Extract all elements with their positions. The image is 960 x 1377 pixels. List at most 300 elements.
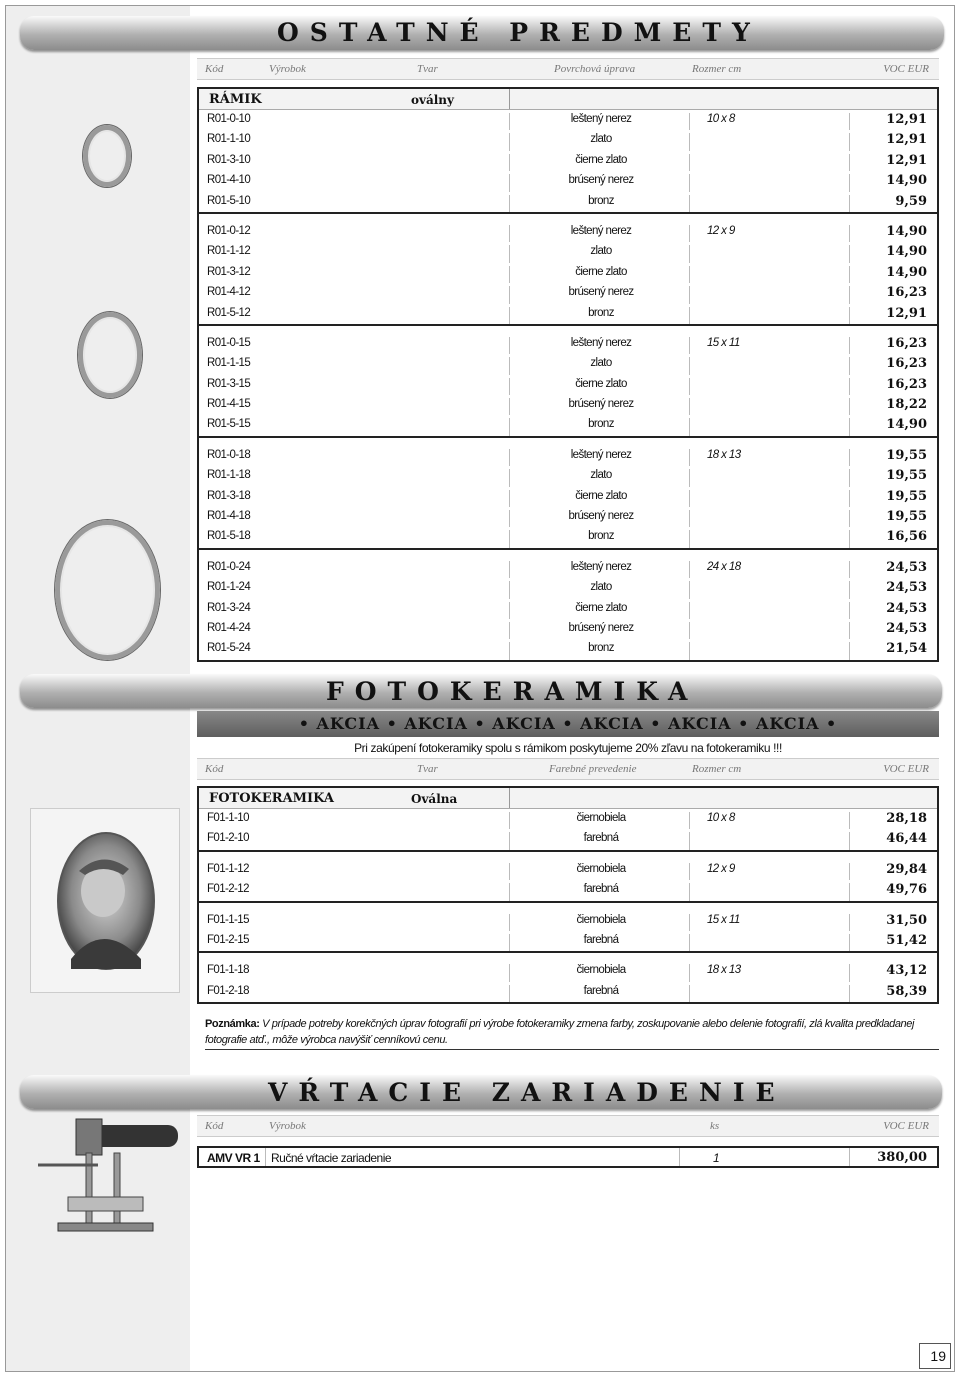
row-finish: farebná bbox=[583, 933, 619, 946]
divider bbox=[849, 154, 850, 171]
row-code: F01-1-10 bbox=[207, 812, 249, 824]
table-row bbox=[199, 242, 937, 262]
row-finish: zlato bbox=[590, 581, 612, 594]
group-spacer bbox=[199, 324, 937, 334]
divider bbox=[689, 398, 690, 415]
table-row bbox=[199, 558, 937, 578]
row-price: 16,23 bbox=[886, 285, 927, 301]
drill-product: Ručné vŕtacie zariadenie bbox=[271, 1151, 392, 1165]
frames-rows bbox=[199, 110, 937, 660]
row-finish: čierne zlato bbox=[575, 377, 627, 390]
divider bbox=[509, 985, 510, 1002]
row-price: 51,42 bbox=[886, 932, 927, 948]
divider bbox=[689, 307, 690, 324]
row-price: 14,90 bbox=[886, 173, 927, 189]
note-text: V prípade potreby korekčných úprav fotografií pri výrobe fotokeramiky zmena farby, zoskupovanie alebo delenie fotografií, zlá kvalita predkladanej fotografie atď., môže výrobca navýšiť cenníkovú cenu. bbox=[205, 1018, 915, 1046]
row-size: 10 x 8 bbox=[707, 812, 735, 824]
col-price: VOC EUR bbox=[883, 63, 929, 75]
akcia-text: • AKCIA • AKCIA • AKCIA • AKCIA • AKCIA • AKCIA • bbox=[298, 714, 838, 733]
drill-row bbox=[197, 1146, 939, 1168]
row-finish: čierne zlato bbox=[575, 601, 627, 614]
divider bbox=[849, 195, 850, 212]
divider bbox=[689, 337, 690, 354]
drill-code: AMV VR 1 bbox=[207, 1151, 260, 1165]
row-code: R01-4-24 bbox=[207, 621, 251, 634]
divider bbox=[689, 642, 690, 659]
row-code: F01-1-18 bbox=[207, 964, 249, 977]
divider bbox=[509, 914, 510, 931]
divider bbox=[849, 490, 850, 507]
table-row bbox=[199, 860, 937, 880]
table-row bbox=[199, 304, 937, 324]
divider bbox=[509, 642, 510, 659]
row-code: R01-3-18 bbox=[207, 489, 251, 502]
col-size: Rozmer cm bbox=[692, 763, 742, 775]
row-finish: farebná bbox=[583, 883, 619, 896]
divider bbox=[849, 812, 850, 829]
row-code: R01-0-18 bbox=[207, 448, 251, 461]
divider bbox=[689, 561, 690, 578]
row-finish: zlato bbox=[590, 469, 612, 482]
drill-qty: 1 bbox=[713, 1151, 720, 1165]
row-finish: brúsený nerez bbox=[568, 621, 634, 634]
divider bbox=[849, 286, 850, 303]
divider bbox=[849, 914, 850, 931]
divider bbox=[509, 286, 510, 303]
promo-text: Pri zakúpení fotokeramiky spolu s rámikom poskytujeme 20% zľavu na fotokeramiku !!! bbox=[354, 741, 782, 755]
row-size: 15 x 11 bbox=[707, 336, 740, 349]
row-code: R01-5-12 bbox=[207, 306, 251, 319]
photo-ceramic-image bbox=[30, 808, 180, 993]
table-row bbox=[199, 911, 937, 931]
divider bbox=[689, 530, 690, 547]
row-finish: bronz bbox=[588, 642, 614, 655]
divider bbox=[849, 622, 850, 639]
divider bbox=[689, 934, 690, 951]
col-code: Kód bbox=[205, 763, 224, 775]
col-size: Rozmer cm bbox=[692, 63, 742, 75]
col-finish: Povrchová úprava bbox=[554, 63, 636, 75]
row-price: 24,53 bbox=[886, 559, 927, 575]
frames-table bbox=[197, 87, 939, 662]
row-price: 12,91 bbox=[886, 305, 927, 321]
row-price: 19,55 bbox=[886, 447, 927, 463]
photo-rows bbox=[199, 809, 937, 1002]
divider bbox=[849, 642, 850, 659]
divider bbox=[849, 133, 850, 150]
divider bbox=[509, 154, 510, 171]
row-price: 21,54 bbox=[886, 641, 927, 657]
row-code: R01-4-15 bbox=[207, 398, 251, 411]
divider bbox=[689, 490, 690, 507]
row-price: 43,12 bbox=[886, 963, 927, 979]
divider bbox=[509, 357, 510, 374]
row-price: 16,23 bbox=[886, 356, 927, 372]
table-row bbox=[199, 880, 937, 900]
section-title-other: OSTATNÉ PREDMETY bbox=[277, 18, 761, 47]
divider bbox=[509, 449, 510, 466]
photo-group-header bbox=[199, 786, 937, 809]
divider bbox=[689, 510, 690, 527]
row-code: R01-1-15 bbox=[207, 357, 251, 370]
divider bbox=[849, 581, 850, 598]
row-finish: leštený nerez bbox=[570, 448, 632, 461]
group-spacer bbox=[199, 212, 937, 222]
table-row bbox=[199, 829, 937, 849]
table-row bbox=[199, 375, 937, 395]
row-size: 12 x 9 bbox=[707, 224, 735, 237]
col-code: Kód bbox=[205, 63, 224, 75]
table-row bbox=[199, 263, 937, 283]
row-price: 14,90 bbox=[886, 223, 927, 239]
row-price: 31,50 bbox=[886, 912, 927, 928]
divider bbox=[689, 378, 690, 395]
row-code: F01-2-10 bbox=[207, 832, 249, 845]
divider bbox=[679, 1148, 680, 1166]
row-price: 24,53 bbox=[886, 600, 927, 616]
table-row bbox=[199, 354, 937, 374]
divider bbox=[849, 1148, 850, 1166]
row-finish: čierne zlato bbox=[575, 265, 627, 278]
divider bbox=[849, 225, 850, 242]
drill-price: 380,00 bbox=[877, 1150, 927, 1165]
table-row bbox=[199, 395, 937, 415]
row-finish: leštený nerez bbox=[570, 224, 632, 237]
row-finish: leštený nerez bbox=[570, 560, 632, 573]
row-size: 24 x 18 bbox=[707, 560, 741, 573]
divider bbox=[849, 602, 850, 619]
page-number: 19 bbox=[919, 1343, 951, 1369]
frames-group-header bbox=[199, 87, 937, 110]
row-price: 49,76 bbox=[886, 882, 927, 898]
divider bbox=[689, 602, 690, 619]
divider bbox=[509, 469, 510, 486]
divider bbox=[689, 863, 690, 880]
divider bbox=[509, 561, 510, 578]
row-price: 19,55 bbox=[886, 468, 927, 484]
row-code: R01-5-10 bbox=[207, 194, 251, 207]
col-price: VOC EUR bbox=[883, 1120, 929, 1132]
col-shape: Tvar bbox=[417, 763, 438, 775]
row-finish: bronz bbox=[588, 530, 614, 543]
note-divider bbox=[205, 1049, 939, 1050]
divider bbox=[689, 266, 690, 283]
row-code: R01-0-24 bbox=[207, 560, 251, 573]
group-spacer bbox=[199, 548, 937, 558]
divider bbox=[689, 622, 690, 639]
row-code: R01-1-18 bbox=[207, 469, 251, 482]
row-price: 16,23 bbox=[886, 376, 927, 392]
divider bbox=[689, 581, 690, 598]
table-row bbox=[199, 334, 937, 354]
divider bbox=[509, 337, 510, 354]
row-price: 12,91 bbox=[886, 112, 927, 127]
divider bbox=[849, 530, 850, 547]
row-price: 14,90 bbox=[886, 417, 927, 433]
divider bbox=[849, 863, 850, 880]
table-row bbox=[199, 487, 937, 507]
divider bbox=[509, 378, 510, 395]
row-size: 15 x 11 bbox=[707, 913, 740, 926]
divider bbox=[689, 883, 690, 900]
row-code: R01-3-24 bbox=[207, 601, 251, 614]
divider bbox=[689, 832, 690, 849]
divider bbox=[849, 418, 850, 435]
drill-column-header bbox=[197, 1115, 939, 1137]
row-price: 9,59 bbox=[895, 193, 927, 209]
row-finish: čiernobiela bbox=[576, 812, 626, 824]
row-finish: brúsený nerez bbox=[568, 510, 634, 523]
col-product: Výrobok bbox=[269, 63, 306, 75]
divider bbox=[689, 195, 690, 212]
col-product: Výrobok bbox=[269, 1120, 306, 1132]
divider bbox=[509, 307, 510, 324]
divider bbox=[849, 113, 850, 130]
table-row bbox=[199, 809, 937, 829]
row-code: F01-2-15 bbox=[207, 933, 249, 946]
row-code: R01-4-18 bbox=[207, 510, 251, 523]
row-code: F01-2-12 bbox=[207, 883, 249, 896]
table-row bbox=[199, 222, 937, 242]
table-row bbox=[199, 171, 937, 191]
row-finish: leštený nerez bbox=[570, 336, 632, 349]
divider bbox=[509, 245, 510, 262]
col-color: Farebné prevedenie bbox=[549, 763, 637, 775]
divider bbox=[849, 985, 850, 1002]
row-code: R01-4-10 bbox=[207, 174, 251, 187]
divider bbox=[849, 964, 850, 981]
divider bbox=[509, 490, 510, 507]
col-price: VOC EUR bbox=[883, 763, 929, 775]
table-row bbox=[199, 466, 937, 486]
divider bbox=[509, 788, 510, 808]
table-row bbox=[199, 110, 937, 130]
row-price: 24,53 bbox=[886, 580, 927, 596]
row-price: 14,90 bbox=[886, 264, 927, 280]
akcia-banner bbox=[197, 711, 939, 737]
divider bbox=[689, 245, 690, 262]
table-row bbox=[199, 151, 937, 171]
row-finish: bronz bbox=[588, 306, 614, 319]
divider bbox=[849, 561, 850, 578]
divider bbox=[689, 174, 690, 191]
divider bbox=[849, 883, 850, 900]
row-size: 18 x 13 bbox=[707, 964, 741, 977]
row-price: 28,18 bbox=[886, 811, 927, 826]
row-finish: čierne zlato bbox=[575, 153, 627, 166]
row-finish: zlato bbox=[590, 133, 612, 146]
divider bbox=[849, 357, 850, 374]
row-finish: brúsený nerez bbox=[568, 286, 634, 299]
row-finish: brúsený nerez bbox=[568, 398, 634, 411]
divider bbox=[689, 964, 690, 981]
row-size: 12 x 9 bbox=[707, 862, 735, 875]
row-finish: farebná bbox=[583, 984, 619, 997]
col-qty: ks bbox=[710, 1120, 720, 1132]
row-price: 58,39 bbox=[886, 983, 927, 999]
divider bbox=[509, 510, 510, 527]
row-price: 24,53 bbox=[886, 620, 927, 636]
row-code: R01-5-24 bbox=[207, 642, 251, 655]
table-row bbox=[199, 931, 937, 951]
divider bbox=[689, 286, 690, 303]
divider bbox=[509, 883, 510, 900]
row-price: 18,22 bbox=[886, 397, 927, 413]
divider bbox=[849, 510, 850, 527]
row-code: R01-3-15 bbox=[207, 377, 251, 390]
divider bbox=[849, 337, 850, 354]
row-price: 14,90 bbox=[886, 244, 927, 260]
row-code: F01-2-18 bbox=[207, 984, 249, 997]
divider bbox=[689, 469, 690, 486]
row-price: 46,44 bbox=[886, 831, 927, 847]
group-label: RÁMIK bbox=[209, 92, 262, 107]
table-row bbox=[199, 578, 937, 598]
col-code: Kód bbox=[205, 1120, 224, 1132]
group-spacer bbox=[199, 850, 937, 860]
section-title-photo: FOTOKERAMIKA bbox=[326, 677, 699, 706]
group-spacer bbox=[199, 901, 937, 911]
divider bbox=[509, 398, 510, 415]
group-spacer bbox=[199, 436, 937, 446]
divider bbox=[689, 113, 690, 130]
table-row bbox=[199, 415, 937, 435]
table-row bbox=[199, 961, 937, 981]
table-row bbox=[199, 982, 937, 1002]
divider bbox=[509, 812, 510, 829]
drill-device-image bbox=[28, 1105, 183, 1240]
group-spacer bbox=[199, 951, 937, 961]
row-finish: zlato bbox=[590, 357, 612, 370]
divider bbox=[509, 195, 510, 212]
row-finish: čiernobiela bbox=[576, 964, 626, 977]
row-price: 16,23 bbox=[886, 335, 927, 351]
divider bbox=[689, 225, 690, 242]
row-code: R01-0-10 bbox=[207, 113, 251, 125]
row-price: 19,55 bbox=[886, 509, 927, 525]
row-finish: brúsený nerez bbox=[568, 174, 634, 187]
divider bbox=[509, 174, 510, 191]
table-row bbox=[199, 599, 937, 619]
divider bbox=[849, 832, 850, 849]
row-finish: čiernobiela bbox=[576, 913, 626, 926]
row-price: 29,84 bbox=[886, 861, 927, 877]
row-finish: bronz bbox=[588, 194, 614, 207]
divider bbox=[509, 934, 510, 951]
group-shape: Oválna bbox=[411, 792, 458, 806]
row-code: R01-5-18 bbox=[207, 530, 251, 543]
row-code: R01-0-15 bbox=[207, 336, 251, 349]
row-size: 18 x 13 bbox=[707, 448, 741, 461]
table-row bbox=[199, 283, 937, 303]
table-row bbox=[199, 619, 937, 639]
note-label: Poznámka: bbox=[205, 1018, 260, 1030]
row-code: R01-0-12 bbox=[207, 224, 251, 237]
divider bbox=[849, 266, 850, 283]
photo-column-header bbox=[197, 758, 939, 780]
oval-frame-image-large bbox=[55, 520, 160, 660]
group-label: FOTOKERAMIKA bbox=[209, 791, 334, 806]
table-row bbox=[199, 527, 937, 547]
row-code: R01-1-10 bbox=[207, 133, 251, 146]
divider bbox=[689, 914, 690, 931]
row-price: 12,91 bbox=[886, 132, 927, 148]
divider bbox=[509, 89, 510, 109]
table-row bbox=[199, 192, 937, 212]
row-finish: farebná bbox=[583, 832, 619, 845]
col-shape: Tvar bbox=[417, 63, 438, 75]
divider bbox=[509, 418, 510, 435]
divider bbox=[509, 266, 510, 283]
row-code: F01-1-12 bbox=[207, 862, 249, 875]
divider bbox=[689, 812, 690, 829]
divider bbox=[849, 174, 850, 191]
row-code: F01-1-15 bbox=[207, 913, 249, 926]
row-finish: čierne zlato bbox=[575, 489, 627, 502]
divider bbox=[509, 964, 510, 981]
row-price: 19,55 bbox=[886, 488, 927, 504]
divider bbox=[509, 225, 510, 242]
row-code: R01-5-15 bbox=[207, 418, 251, 431]
photo-table bbox=[197, 786, 939, 1004]
row-finish: zlato bbox=[590, 245, 612, 258]
row-size: 10 x 8 bbox=[707, 113, 735, 125]
divider bbox=[849, 398, 850, 415]
divider bbox=[509, 602, 510, 619]
divider bbox=[265, 1148, 266, 1166]
row-code: R01-3-12 bbox=[207, 265, 251, 278]
row-code: R01-1-24 bbox=[207, 581, 251, 594]
row-finish: leštený nerez bbox=[570, 113, 632, 125]
divider bbox=[689, 449, 690, 466]
divider bbox=[849, 934, 850, 951]
frames-column-header bbox=[197, 58, 939, 80]
divider bbox=[509, 133, 510, 150]
table-row bbox=[199, 639, 937, 659]
oval-frame-image-small bbox=[83, 125, 131, 187]
divider bbox=[849, 469, 850, 486]
row-price: 12,91 bbox=[886, 152, 927, 168]
divider bbox=[849, 245, 850, 262]
divider bbox=[689, 985, 690, 1002]
divider bbox=[689, 357, 690, 374]
row-price: 16,56 bbox=[886, 529, 927, 545]
divider bbox=[509, 113, 510, 130]
row-finish: čiernobiela bbox=[576, 862, 626, 875]
divider bbox=[509, 581, 510, 598]
divider bbox=[849, 307, 850, 324]
divider bbox=[509, 832, 510, 849]
row-code: R01-1-12 bbox=[207, 245, 251, 258]
section-title-drill: VŔTACIE ZARIADENIE bbox=[268, 1078, 786, 1107]
table-row bbox=[199, 130, 937, 150]
divider bbox=[509, 622, 510, 639]
divider bbox=[689, 418, 690, 435]
note bbox=[205, 1016, 935, 1048]
divider bbox=[689, 154, 690, 171]
row-code: R01-4-12 bbox=[207, 286, 251, 299]
table-row bbox=[199, 446, 937, 466]
row-code: R01-3-10 bbox=[207, 153, 251, 166]
divider bbox=[509, 530, 510, 547]
divider bbox=[509, 863, 510, 880]
divider bbox=[689, 133, 690, 150]
table-row bbox=[199, 507, 937, 527]
group-shape: oválny bbox=[411, 93, 455, 107]
oval-frame-image-medium bbox=[78, 312, 142, 398]
divider bbox=[849, 378, 850, 395]
row-finish: bronz bbox=[588, 418, 614, 431]
